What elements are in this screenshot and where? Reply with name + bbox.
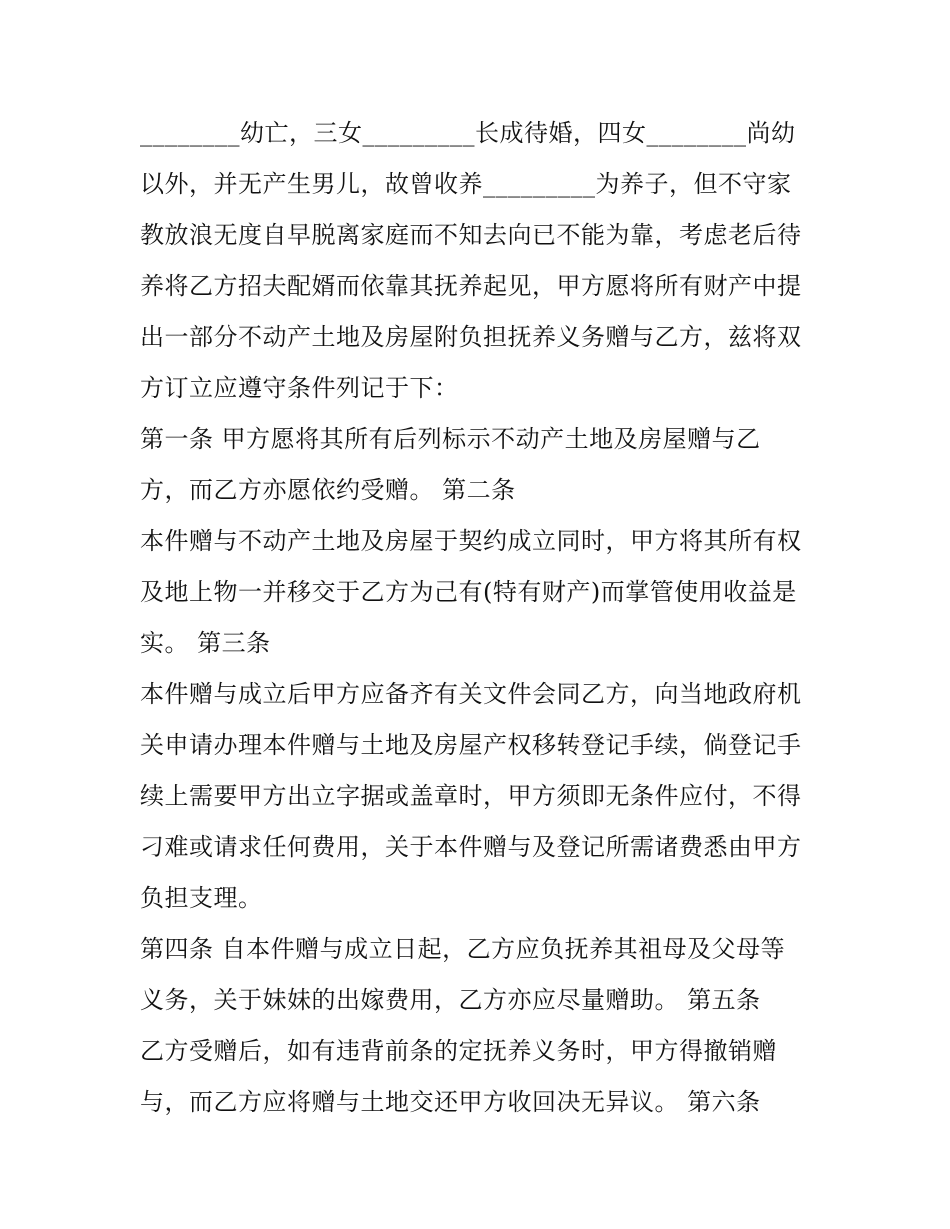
text-line: 刁难或请求任何费用，关于本件赠与及登记所需诸费悉由甲方 [140, 833, 802, 861]
text-line: 方订立应遵守条件列记于下： [140, 374, 459, 402]
text-line: 与，而乙方应将赠与土地交还甲方收回决无异议。 第六条 [140, 1088, 761, 1116]
text-line: 及地上物一并移交于乙方为己有(特有财产)而掌管使用收益是 [140, 578, 797, 606]
text-line: 方，而乙方亦愿依约受赠。 第二条 [140, 476, 516, 504]
text-line: 养将乙方招夫配婿而依靠其抚养起见，甲方愿将所有财产中提 [140, 272, 802, 300]
text-line: 出一部分不动产土地及房屋附负担抚养义务赠与乙方，兹将双 [140, 323, 802, 351]
text-line: 续上需要甲方出立字据或盖章时，甲方须即无条件应付，不得 [140, 782, 802, 810]
text-line: 以外，并无产生男儿，故曾收养_________为养子，但不守家 [140, 170, 792, 198]
text-line: 关申请办理本件赠与土地及房屋产权移转登记手续，倘登记手 [140, 731, 802, 759]
text-line: ________幼亡，三女_________长成待婚，四女________尚幼 [140, 119, 796, 147]
text-line: 第一条 甲方愿将其所有后列标示不动产土地及房屋赠与乙 [140, 425, 761, 453]
text-line: 实。 第三条 [140, 629, 271, 657]
text-line: 第四条 自本件赠与成立日起，乙方应负抚养其祖母及父母等 [140, 935, 786, 963]
document-body [140, 108, 820, 1128]
text-line: 本件赠与不动产土地及房屋于契约成立同时，甲方将其所有权 [140, 527, 802, 555]
text-line: 教放浪无度自早脱离家庭而不知去向已不能为靠，考虑老后待 [140, 221, 802, 249]
text-line: 乙方受赠后，如有违背前条的定抚养义务时，甲方得撤销赠 [140, 1037, 777, 1065]
text-line: 负担支理。 [140, 884, 263, 912]
text-line: 义务，关于妹妹的出嫁费用，乙方亦应尽量赠助。 第五条 [140, 986, 761, 1014]
text-line: 本件赠与成立后甲方应备齐有关文件会同乙方，向当地政府机 [140, 680, 802, 708]
